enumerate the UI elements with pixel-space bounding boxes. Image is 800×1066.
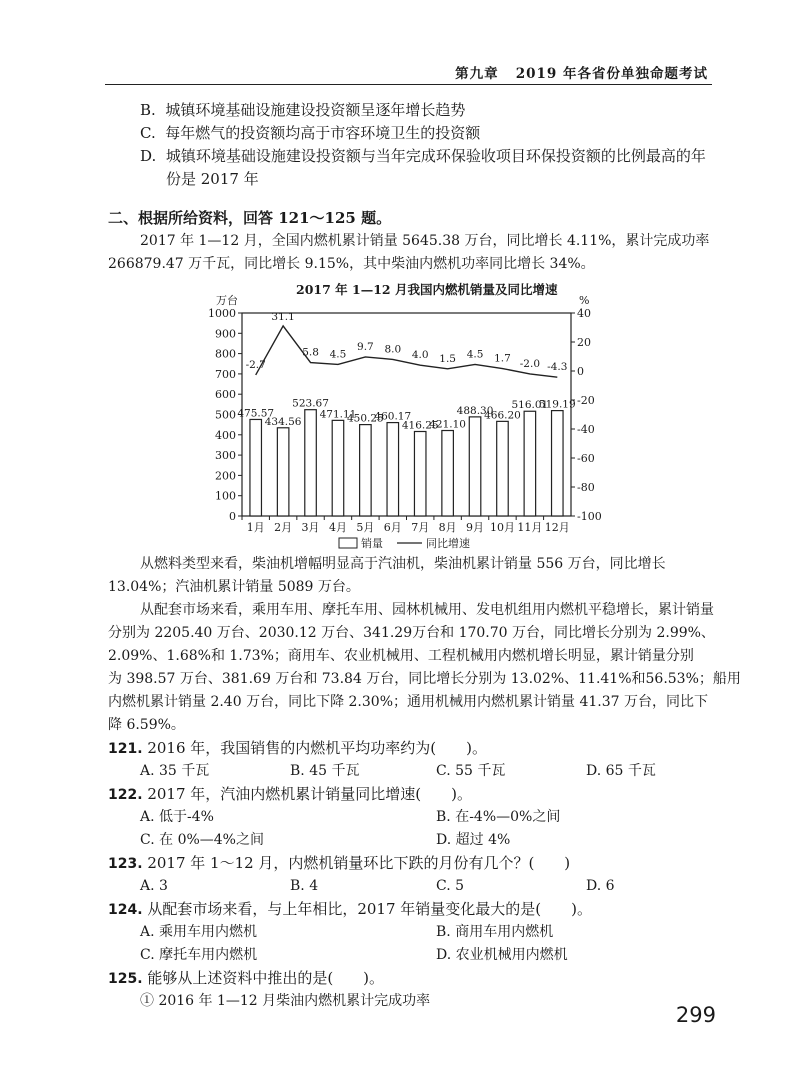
- right-tick-label: -100: [577, 510, 602, 523]
- bar-label-7月: 416.25: [401, 419, 439, 432]
- chart-title: 2017 年 1—12 月我国内燃机销量及同比增速: [296, 282, 558, 297]
- bar-label-11月: 516.01: [511, 399, 549, 412]
- x-tick-label-3月: 3月: [301, 521, 320, 534]
- prev-option-d-cont: 份是 2017 年: [166, 170, 259, 188]
- right-tick-label: -20: [577, 394, 595, 407]
- bar-label-6月: 460.17: [374, 410, 412, 423]
- growth-label-2月: 31.1: [271, 310, 295, 323]
- question-125: 125. 能够从上述资料中推出的是( )。: [108, 969, 385, 987]
- bar-5月: [360, 425, 372, 516]
- q124-option-a[interactable]: A. 乘用车用内燃机: [140, 924, 258, 940]
- growth-label-7月: 4.0: [411, 349, 429, 362]
- q121-option-b[interactable]: B. 45 千瓦: [290, 763, 360, 779]
- left-tick-label: 100: [215, 489, 236, 503]
- paragraph-3-line-1: 从配套市场来看，乘用车用、摩托车用、园林机械用、发电机组用内燃机平稳增长，累计销量: [140, 602, 714, 618]
- left-tick-label: 0: [229, 510, 236, 523]
- paragraph-3-line-2: 分别为 2205.40 万台、2030.12 万台、341.29万台和 170.70 万台，同比增长分别为 2.99%、: [108, 625, 715, 641]
- bar-10月: [497, 421, 509, 516]
- q123-option-a[interactable]: A. 3: [140, 878, 168, 894]
- bar-1月: [250, 419, 262, 516]
- right-tick-label: 0: [577, 365, 584, 378]
- growth-line: [256, 326, 558, 377]
- prev-option-d: D. 城镇环境基础设施建设投资额与当年完成环保验收项目环保投资额的比例最高的年: [140, 147, 706, 165]
- running-header: [455, 62, 708, 82]
- bar-label-5月: 450.25: [347, 412, 384, 425]
- growth-label-4月: 4.5: [329, 348, 347, 361]
- left-tick-label: 300: [215, 449, 236, 463]
- paragraph-1-line-1: 2017 年 1—12 月，全国内燃机累计销量 5645.38 万台，同比增长 4.11%，累计完成功率: [140, 233, 710, 249]
- left-axis-unit: 万台: [216, 294, 238, 307]
- left-tick-label: 900: [215, 327, 236, 341]
- paragraph-2-line-2: 13.04%；汽油机累计销量 5089 万台。: [108, 579, 360, 595]
- left-tick-label: 500: [215, 408, 236, 422]
- prev-option-b: B. 城镇环境基础设施建设投资额呈逐年增长趋势: [140, 101, 466, 119]
- question-124: 124. 从配套市场来看，与上年相比，2017 年销量变化最大的是( )。: [108, 900, 592, 918]
- x-tick-label-11月: 11月: [517, 521, 543, 534]
- x-tick-label-8月: 8月: [438, 521, 457, 534]
- left-tick-label: 800: [215, 347, 236, 361]
- bar-label-9月: 488.30: [456, 404, 494, 417]
- bar-label-4月: 471.11: [319, 408, 357, 421]
- header-rule: [105, 84, 712, 85]
- bar-label-2月: 434.56: [264, 415, 302, 428]
- q122-option-c[interactable]: C. 在 0%—4%之间: [140, 832, 264, 848]
- paragraph-3-line-6: 降 6.59%。: [108, 717, 185, 733]
- growth-label-12月: -4.3: [547, 361, 568, 374]
- bar-6月: [387, 423, 399, 516]
- question-121: 121. 2016 年，我国销售的内燃机平均功率约为( )。: [108, 739, 487, 757]
- legend-line-label: 同比增速: [426, 537, 470, 550]
- sales-growth-chart: [200, 290, 620, 560]
- right-tick-label: 20: [577, 336, 591, 349]
- q121-option-d[interactable]: D. 65 千瓦: [586, 763, 656, 779]
- growth-label-6月: 8.0: [384, 343, 402, 356]
- left-tick-label: 200: [215, 469, 236, 483]
- bar-11月: [524, 411, 536, 516]
- q125-statement-1: ① 2016 年 1—12 月柴油内燃机累计完成功率: [140, 993, 431, 1009]
- page-number: 299: [675, 1003, 716, 1027]
- growth-label-1月: -2.7: [245, 358, 266, 371]
- x-tick-label-2月: 2月: [274, 521, 293, 534]
- x-tick-label-1月: 1月: [246, 521, 265, 534]
- chapter-label: 第九章: [455, 66, 499, 82]
- bar-label-8月: 421.10: [429, 418, 466, 431]
- q124-option-d[interactable]: D. 农业机械用内燃机: [436, 947, 568, 963]
- growth-label-9月: 4.5: [466, 348, 484, 361]
- bar-label-12月: 519.19: [538, 398, 576, 411]
- growth-label-10月: 1.7: [494, 352, 511, 365]
- right-tick-label: 40: [577, 307, 591, 320]
- paragraph-1-line-2: 266879.47 万千瓦，同比增长 9.15%，其中柴油内燃机功率同比增长 34%。: [108, 256, 595, 272]
- bar-label-10月: 466.20: [484, 409, 521, 422]
- question-122: 122. 2017 年，汽油内燃机累计销量同比增速( )。: [108, 785, 472, 803]
- bar-2月: [277, 428, 289, 516]
- growth-label-5月: 9.7: [357, 340, 374, 353]
- q124-option-b[interactable]: B. 商用车用内燃机: [436, 924, 554, 940]
- growth-label-11月: -2.0: [519, 357, 540, 370]
- q122-option-a[interactable]: A. 低于-4%: [140, 809, 214, 825]
- left-tick-label: 700: [215, 367, 236, 381]
- bar-7月: [414, 432, 426, 516]
- q121-option-c[interactable]: C. 55 千瓦: [436, 763, 506, 779]
- bar-4月: [332, 420, 344, 516]
- left-tick-label: 400: [215, 428, 236, 442]
- q122-option-b[interactable]: B. 在-4%—0%之间: [436, 809, 561, 825]
- bar-9月: [469, 417, 481, 516]
- x-tick-label-10月: 10月: [489, 521, 515, 534]
- header-title: 2019 年各省份单独命题考试: [515, 66, 708, 82]
- right-tick-label: -60: [577, 452, 595, 465]
- q122-option-d[interactable]: D. 超过 4%: [436, 832, 511, 848]
- growth-label-8月: 1.5: [439, 352, 456, 365]
- q121-option-a[interactable]: A. 35 千瓦: [140, 763, 210, 779]
- bar-12月: [552, 411, 564, 516]
- x-tick-label-9月: 9月: [466, 521, 485, 534]
- right-axis-unit: %: [579, 294, 590, 307]
- x-tick-label-5月: 5月: [356, 521, 375, 534]
- left-tick-label: 1000: [208, 307, 236, 320]
- q124-option-c[interactable]: C. 摩托车用内燃机: [140, 947, 258, 963]
- paragraph-3-line-5: 内燃机累计销量 2.40 万台，同比下降 2.30%；通用机械用内燃机累计销量 41.37 万台，同比下: [108, 694, 708, 710]
- x-tick-label-7月: 7月: [411, 521, 430, 534]
- bar-label-3月: 523.67: [292, 397, 329, 410]
- q123-option-c[interactable]: C. 5: [436, 878, 465, 894]
- prev-option-c: C. 每年燃气的投资额均高于市容环境卫生的投资额: [140, 124, 481, 142]
- growth-label-3月: 5.8: [302, 346, 319, 359]
- x-tick-label-4月: 4月: [328, 521, 347, 534]
- q123-option-d[interactable]: D. 6: [586, 878, 615, 894]
- q123-option-b[interactable]: B. 4: [290, 878, 319, 894]
- question-123: 123. 2017 年 1～12 月，内燃机销量环比下跌的月份有几个？( ): [108, 854, 571, 872]
- bar-label-1月: 475.57: [237, 407, 275, 420]
- right-tick-label: -80: [577, 481, 595, 494]
- x-tick-label-12月: 12月: [544, 521, 570, 534]
- section-title: 二、根据所给资料，回答 121～125 题。: [108, 209, 392, 227]
- paragraph-3-line-4: 为 398.57 万台、381.69 万台和 73.84 万台，同比增长分别为 13.02%、11.41%和56.53%；船用: [108, 671, 741, 687]
- bar-8月: [442, 431, 454, 516]
- bar-3月: [305, 410, 317, 516]
- legend-bar-label: 销量: [361, 537, 383, 550]
- chart-legend: [339, 536, 470, 550]
- left-tick-label: 600: [215, 388, 236, 402]
- right-tick-label: -40: [577, 423, 595, 436]
- x-tick-label-6月: 6月: [383, 521, 402, 534]
- legend-bar-swatch: [339, 538, 357, 548]
- paragraph-2-line-1: 从燃料类型来看，柴油机增幅明显高于汽油机，柴油机累计销量 556 万台，同比增长: [140, 556, 666, 572]
- paragraph-3-line-3: 2.09%、1.68%和 1.73%；商用车、农业机械用、工程机械用内燃机增长明显，累计销量分别: [108, 648, 694, 664]
